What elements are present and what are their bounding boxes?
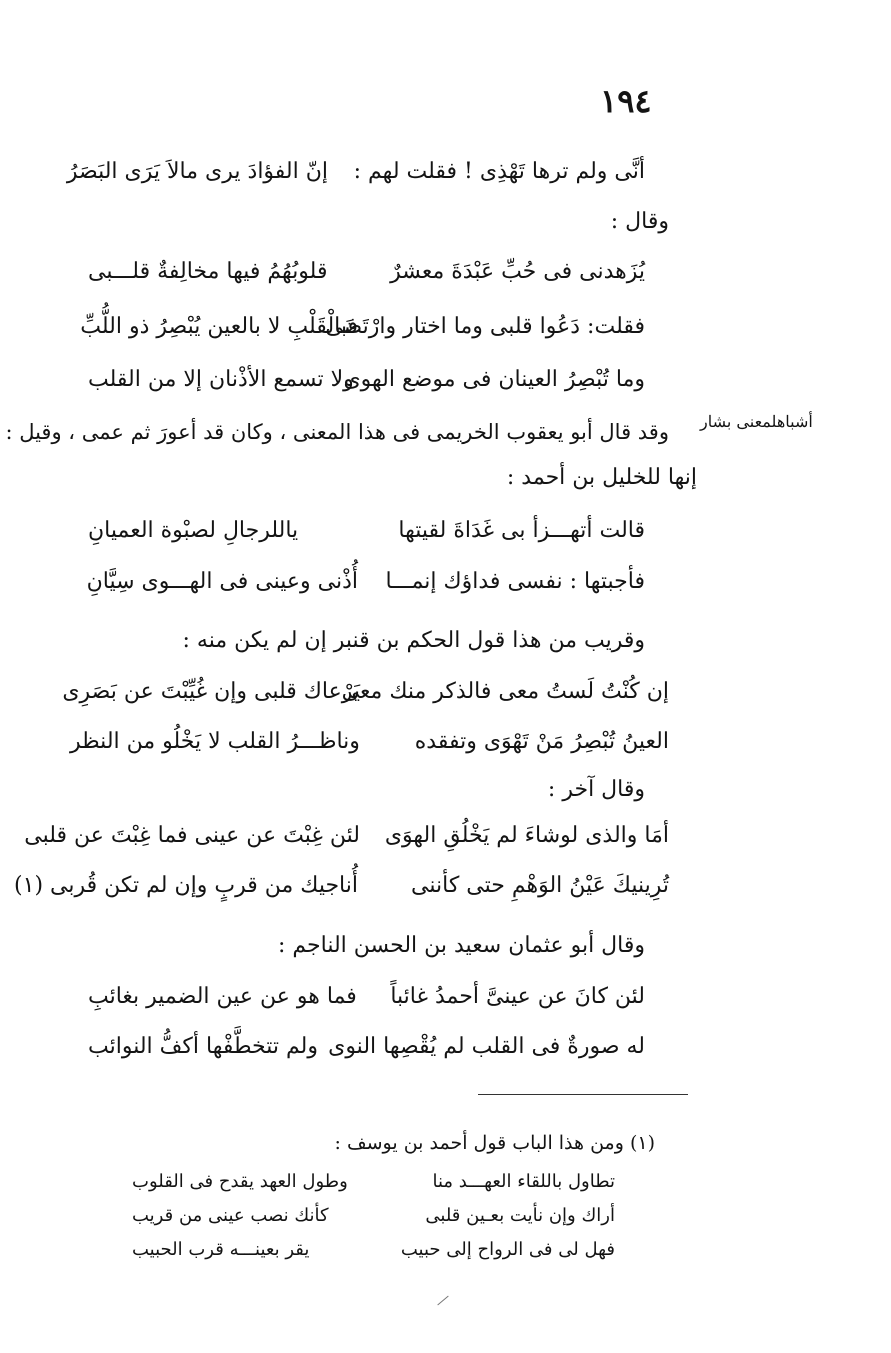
page-number: ١٩٤: [600, 82, 652, 120]
verse-left-hemistich: أُناجيك من قربٍ وإن لم تكن قُربى (١): [14, 873, 358, 898]
verse-right-hemistich: يُزَهدنى فى حُبِّ عَبْدَةَ معشرٌ: [390, 259, 645, 284]
verse-right-hemistich: له صورةٌ فى القلب لم يُقْصِها النوى: [328, 1034, 645, 1059]
prose-line: وقال :: [610, 209, 669, 234]
footnote-verse-right: أراك وإن نأيت بعـين قلبى: [425, 1205, 615, 1226]
verse-right-hemistich: لئن كانَ عن عينىَّ أحمدُ غائباً: [390, 984, 645, 1009]
margin-note: أشباهلمعنى بشار: [700, 412, 813, 431]
verse-left-hemistich: فبالْقَلْبِ لا بالعين يُبْصِرُ ذو اللُّبِّ: [80, 314, 358, 339]
verse-left-hemistich: أُذْنى وعينى فى الهـــوى سِيَّانِ: [86, 569, 358, 594]
verse-left-hemistich: ياللرجالِ لصبْوة العميانِ: [88, 518, 299, 543]
verse-left-hemistich: فما هو عن عين الضمير بغائبِ: [88, 984, 357, 1009]
footnote-verse-left: يقر بعينـــه قرب الحبيب: [132, 1239, 310, 1260]
verse-right-hemistich: أنَّى ولم ترها تَهْذِى ! فقلت لهم :: [353, 159, 645, 184]
prose-line: وقد قال أبو يعقوب الخريمى فى هذا المعنى ، وكان قد أعورَ ثم عمى ، وقيل :: [5, 420, 669, 444]
verse-right-hemistich: قالت أتهـــزأ بى غَدَاةَ لقيتها: [398, 518, 645, 543]
footnote-verse-right: فهل لى فى الرواح إلى حبيب: [400, 1239, 615, 1260]
verse-left-hemistich: ولا تسمع الأذْنان إلا من القلب: [88, 367, 354, 392]
verse-right-hemistich: فأجبتها : نفسى فداؤك إنمـــا: [385, 569, 645, 594]
verse-right-hemistich: العينُ تُبْصِرُ مَنْ تَهْوَى وتفقده: [414, 729, 669, 754]
verse-left-hemistich: لئن غِبْتَ عن عينى فما غِبْتَ عن قلبى: [24, 823, 360, 848]
footnote-verse-right: تطاول باللقاء العهـــد منا: [432, 1171, 615, 1192]
verse-right-hemistich: تُرِينيكَ عَيْنُ الوَهْمِ حتى كأننى: [411, 873, 669, 898]
prose-line: إنها للخليل بن أحمد :: [506, 465, 697, 490]
verse-right-hemistich: وما تُبْصِرُ العينان فى موضع الهوى: [343, 367, 645, 392]
footnote-verse-left: كأنك نصب عينى من قريب: [132, 1205, 329, 1226]
verse-left-hemistich: قلوبُهُمُ فيها مخالِفةٌ قلـــبى: [88, 259, 328, 284]
verse-left-hemistich: وناظـــرُ القلب لا يَخْلُو من النظر: [70, 729, 360, 754]
prose-line: وقال آخر :: [547, 777, 645, 802]
verse-right-hemistich: فقلت: دَعُوا قلبى وما اختار وارْتَضَى: [325, 314, 645, 339]
verse-left-hemistich: يَرْعاك قلبى وإن غُيِّبْتَ عن بَصَرِى: [62, 679, 360, 704]
prose-line: وقال أبو عثمان سعيد بن الحسن الناجم :: [277, 933, 645, 958]
prose-line: وقريب من هذا قول الحكم بن قنبر إن لم يكن منه :: [182, 628, 645, 653]
verse-left-hemistich: ولم تتخطَّفْها أكفُّ النوائب: [88, 1034, 318, 1059]
scan-mark: [437, 1296, 448, 1306]
verse-left-hemistich: إنّ الفؤادَ يرى مالاَ يَرَى البَصَرُ: [66, 159, 328, 184]
footnote-divider: [478, 1094, 688, 1095]
verse-right-hemistich: إن كُنْتُ لَستُ معى فالذكر منك معى: [341, 679, 669, 704]
verse-right-hemistich: أمَا والذى لوشاءَ لم يَخْلُقِ الهوَى: [384, 823, 669, 848]
footnote-verse-left: وطول العهد يقدح فى القلوب: [132, 1171, 348, 1192]
footnote-intro: (١) ومن هذا الباب قول أحمد بن يوسف :: [334, 1132, 655, 1154]
